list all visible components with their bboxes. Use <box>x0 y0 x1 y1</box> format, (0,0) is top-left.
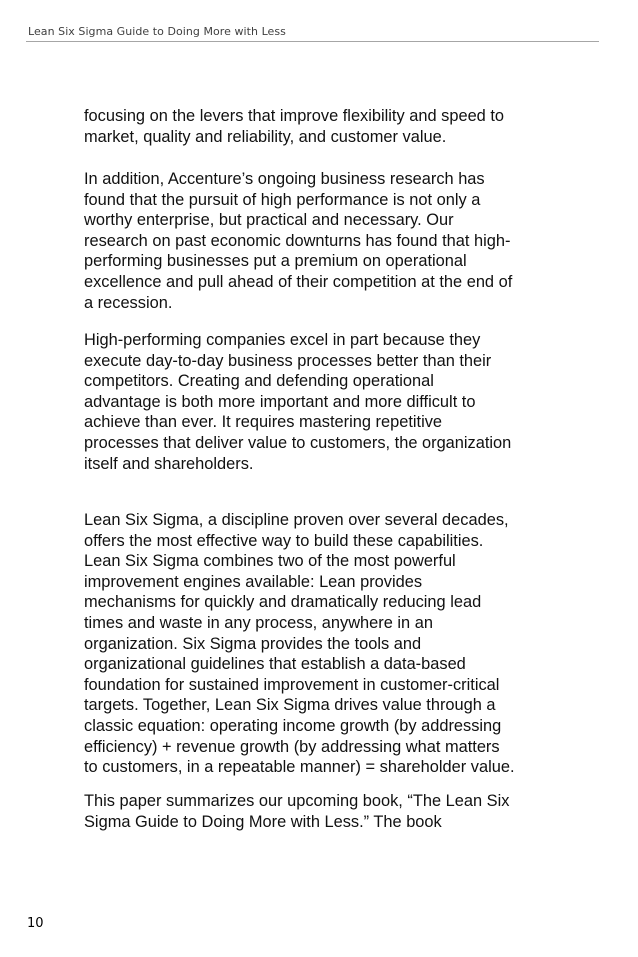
text-line: classic equation: operating income growth (by addressing <box>84 716 502 735</box>
paragraph-2 <box>84 169 564 313</box>
text-line: offers the most effective way to build these capabilities. <box>84 531 484 550</box>
text-line: High-performing companies excel in part because they <box>84 331 481 349</box>
running-header: Lean Six Sigma Guide to Doing More with Less <box>28 25 286 38</box>
text-line: worthy enterprise, but practical and necessary. Our <box>84 211 454 230</box>
text-line: efficiency) + revenue growth (by addressing what matters <box>84 737 500 756</box>
text-line: mechanisms for quickly and dramatically reducing lead <box>84 593 482 612</box>
text-line: a recession. <box>84 293 173 312</box>
text-line: performing businesses put a premium on operational <box>84 252 467 271</box>
text-line: achieve than ever. It requires mastering repetitive <box>84 413 443 432</box>
text-line: processes that deliver value to customers, the organization <box>84 433 512 452</box>
text-line: Sigma Guide to Doing More with Less.” The book <box>84 812 442 831</box>
text-line: itself and shareholders. <box>84 454 254 473</box>
text-line: focusing on the levers that improve flexibility and speed to <box>84 107 505 125</box>
text-line: found that the pursuit of high performance is not only a <box>84 190 481 209</box>
text-line: execute day-to-day business processes better than their <box>84 351 492 370</box>
text-line: advantage is both more important and more difficult to <box>84 392 476 411</box>
text-line: Lean Six Sigma, a discipline proven over several decades, <box>84 511 509 529</box>
paragraph-1 <box>84 106 564 147</box>
page-number: 10 <box>27 916 44 931</box>
text-line: targets. Together, Lean Six Sigma drives value through a <box>84 696 496 715</box>
text-line: research on past economic downturns has found that high- <box>84 231 511 250</box>
text-line: This paper summarizes our upcoming book, “The Lean Six <box>84 792 510 810</box>
text-line: to customers, in a repeatable manner) = shareholder value. <box>84 758 515 777</box>
text-line: foundation for sustained improvement in customer-critical <box>84 675 500 694</box>
text-line: organization. Six Sigma provides the tools and <box>84 634 422 653</box>
text-line: improvement engines available: Lean provides <box>84 572 423 591</box>
text-line: Lean Six Sigma combines two of the most powerful <box>84 552 456 571</box>
text-line: excellence and pull ahead of their competition at the end of <box>84 272 513 291</box>
text-line: times and waste in any process, anywhere in an <box>84 613 433 632</box>
text-line: market, quality and reliability, and customer value. <box>84 127 447 146</box>
text-line: In addition, Accenture’s ongoing business research has <box>84 170 485 188</box>
paragraph-5 <box>84 791 564 832</box>
paragraph-3 <box>84 330 564 474</box>
text-line: competitors. Creating and defending operational <box>84 372 434 391</box>
paragraph-4 <box>84 510 564 778</box>
text-line: organizational guidelines that establish a data-based <box>84 655 466 674</box>
header-rule <box>26 41 599 42</box>
